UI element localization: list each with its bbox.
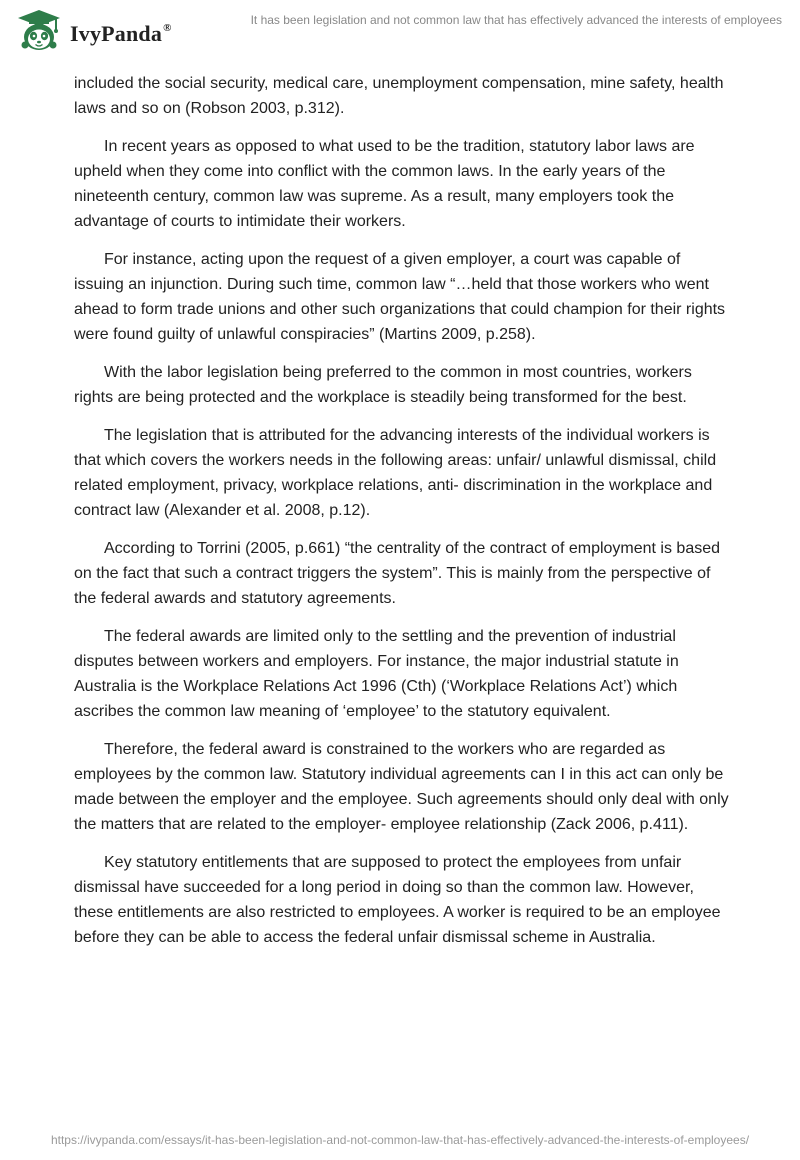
essay-body [74,71,730,963]
page-header [0,0,800,62]
paragraph: included the social security, medical care, unemployment compensation, mine safety, health laws and so on (Robson 2003, p.312). [74,75,724,117]
panda-graduate-logo-icon [16,8,62,54]
paragraph: Therefore, the federal award is constrained to the workers who are regarded as employees by the common law. Statutory individual agreements can I in this act can only be made between the employer and the employee. Such agreements should only deal with only the matters that are related to the employer- employee relationship (Zack 2006, p.411). [74,741,729,833]
paragraph: For instance, acting upon the request of a given employer, a court was capable of issuing an injunction. During such time, common law “…held that those workers who went ahead to form trade unions and other such organizations that could champion for their rights were found guilty of unlawful conspiracies” (Martins 2009, p.258). [74,251,726,343]
brand-name: IvyPanda® [70,21,172,46]
paragraph: The legislation that is attributed for the advancing interests of the individual workers is that which covers the workers needs in the following areas: unfair/ unlawful dismissal, child related employment, privacy, workplace relations, anti- discrimination in the workplace and contract law (Alexander et al. 2008, p.12). [74,427,717,519]
paragraph: Key statutory entitlements that are supposed to protect the employees from unfair dismissal have succeeded for a long period in doing so than the common law. However, these entitlements are also restricted to employees. A worker is required to be an employee before they can be able to access the federal unfair dismissal scheme in Australia. [74,854,721,946]
paragraph: With the labor legislation being preferred to the common in most countries, workers rights are being protected and the workplace is steadily being transformed for the best. [74,364,692,406]
paragraph: In recent years as opposed to what used to be the tradition, statutory labor laws are upheld when they come into conflict with the common laws. In the early years of the nineteenth century, common law was supreme. As a result, many employers took the advantage of courts to intimidate their workers. [74,138,695,230]
document-title: It has been legislation and not common law that has effectively advanced the interests of employees [250,13,782,27]
paragraph: According to Torrini (2005, p.661) “the centrality of the contract of employment is based on the fact that such a contract triggers the system”. This is mainly from the perspective of the federal awards and statutory agreements. [74,540,721,607]
logo[interactable] [16,8,172,54]
page-url[interactable]: https://ivypanda.com/essays/it-has-been-legislation-and-not-common-law-that-has-effectively-advanced-the-interests-of-employees/ [50,1133,750,1147]
paragraph: The federal awards are limited only to the settling and the prevention of industrial disputes between workers and employers. For instance, the major industrial statute in Australia is the Workplace Relations Act 1996 (Cth) (‘Workplace Relations Act’) which ascribes the common law meaning of ‘employee’ to the statutory equivalent. [74,628,679,720]
